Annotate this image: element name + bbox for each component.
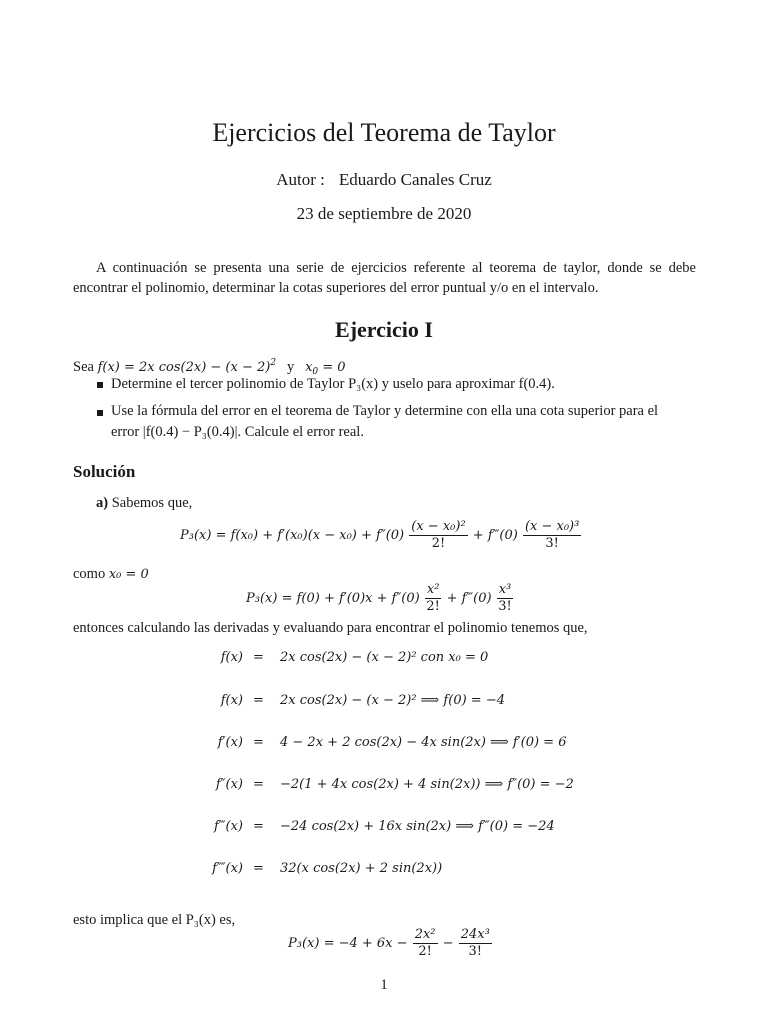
document-title: Ejercicios del Teorema de Taylor xyxy=(212,118,556,147)
derivatives-intro: entonces calculando las derivadas y evaluando para encontrar el polinomio tenemos que, xyxy=(73,620,588,636)
author-name: Eduardo Canales Cruz xyxy=(338,170,492,189)
bullet-item-2-line2: error |f(0.4) − P₃(0.4)|. Calcule el error real. xyxy=(111,424,364,440)
statement-prefix: Sea xyxy=(73,359,94,375)
deriv-eq: = xyxy=(253,735,264,750)
deriv-rhs: 4 − 2x + 2 cos(2x) − 4x sin(2x) ⟹ f′(0) = 6 xyxy=(280,735,567,750)
deriv-lhs: f⁗(x) xyxy=(212,861,243,876)
part-a-text: Sabemos que, xyxy=(111,495,193,511)
document-date: 23 de septiembre de 2020 xyxy=(296,204,472,223)
part-a xyxy=(96,495,192,512)
deriv-lhs: f(x) xyxy=(220,693,243,708)
deriv-rhs: −2(1 + 4x cos(2x) + 4 sin(2x)) ⟹ f″(0) = −2 xyxy=(280,777,574,792)
implica-line: esto implica que el P₃(x) es, xyxy=(73,912,236,928)
deriv-rhs: −24 cos(2x) + 16x sin(2x) ⟹ f‴(0) = −24 xyxy=(280,819,555,834)
deriv-eq: = xyxy=(253,819,264,834)
solution-heading: Solución xyxy=(73,462,136,481)
deriv-eq: = xyxy=(253,693,264,708)
deriv-eq: = xyxy=(253,650,264,665)
page-number: 1 xyxy=(380,977,388,993)
deriv-rhs: 2x cos(2x) − (x − 2)² ⟹ f(0) = −4 xyxy=(280,693,505,708)
deriv-lhs: f‴(x) xyxy=(213,819,243,834)
author-line xyxy=(0,170,768,190)
deriv-rhs: 2x cos(2x) − (x − 2)² con x₀ = 0 xyxy=(280,650,489,665)
part-a-label: a) xyxy=(96,495,109,511)
and-word: y xyxy=(286,359,295,375)
deriv-eq: = xyxy=(253,777,264,792)
como-line: como x₀ = 0 xyxy=(73,566,149,582)
exercise-statement xyxy=(73,358,346,377)
deriv-rhs: 32(x cos(2x) + 2 sin(2x)) xyxy=(280,861,443,876)
function-definition: f(x) = 2x $\cos(2x) - (x - 2)^2$ xyxy=(97,358,277,375)
bullet-marker xyxy=(97,382,103,388)
taylor-polynomial-result: P₃(x) = −4 + 6x − $\frac{\text{2x²}}{2!}$ − $\frac{\text{24x³}}{3!}$ xyxy=(288,927,490,959)
taylor-at-zero-equation: P₃(x) = f(0) + f′(0)x + f″(0) $\frac{\text{x²}}{2!}$ + f‴(0) $\frac{\text{x³}}{3!}$ xyxy=(246,582,512,614)
author-label: Autor : xyxy=(276,170,325,189)
deriv-eq: = xyxy=(253,861,264,876)
intro-paragraph: A continuación se presenta una serie de ejercicios referente al teorema de taylor, donde se debe encontrar el polinomio, determinar la cotas superiores del error puntual y/o en el intervalo. xyxy=(73,260,696,296)
bullet-item-2-line1: Use la fórmula del error en el teorema de Taylor y determine con ella una cota superior para el xyxy=(111,403,659,419)
exercise-heading: Ejercicio I xyxy=(335,317,433,342)
deriv-lhs: f(x) xyxy=(220,650,243,665)
initial-point: $x_0 = 0$ xyxy=(305,360,346,377)
bullet-item-1: Determine el tercer polinomio de Taylor P₃(x) y uselo para aproximar f(0.4). xyxy=(111,376,555,392)
bullet-marker xyxy=(97,410,103,416)
deriv-lhs: f′(x) xyxy=(217,735,243,750)
taylor-general-equation: P₃(x) = f(x₀) + f′(x₀)(x − x₀) + f″(0) $\frac{\text{(x − x₀)²}}{2!}$ + f‴(0) $\frac{\text{(x − x₀)³}}{3!}$ xyxy=(180,519,580,551)
deriv-lhs: f″(x) xyxy=(215,777,243,792)
